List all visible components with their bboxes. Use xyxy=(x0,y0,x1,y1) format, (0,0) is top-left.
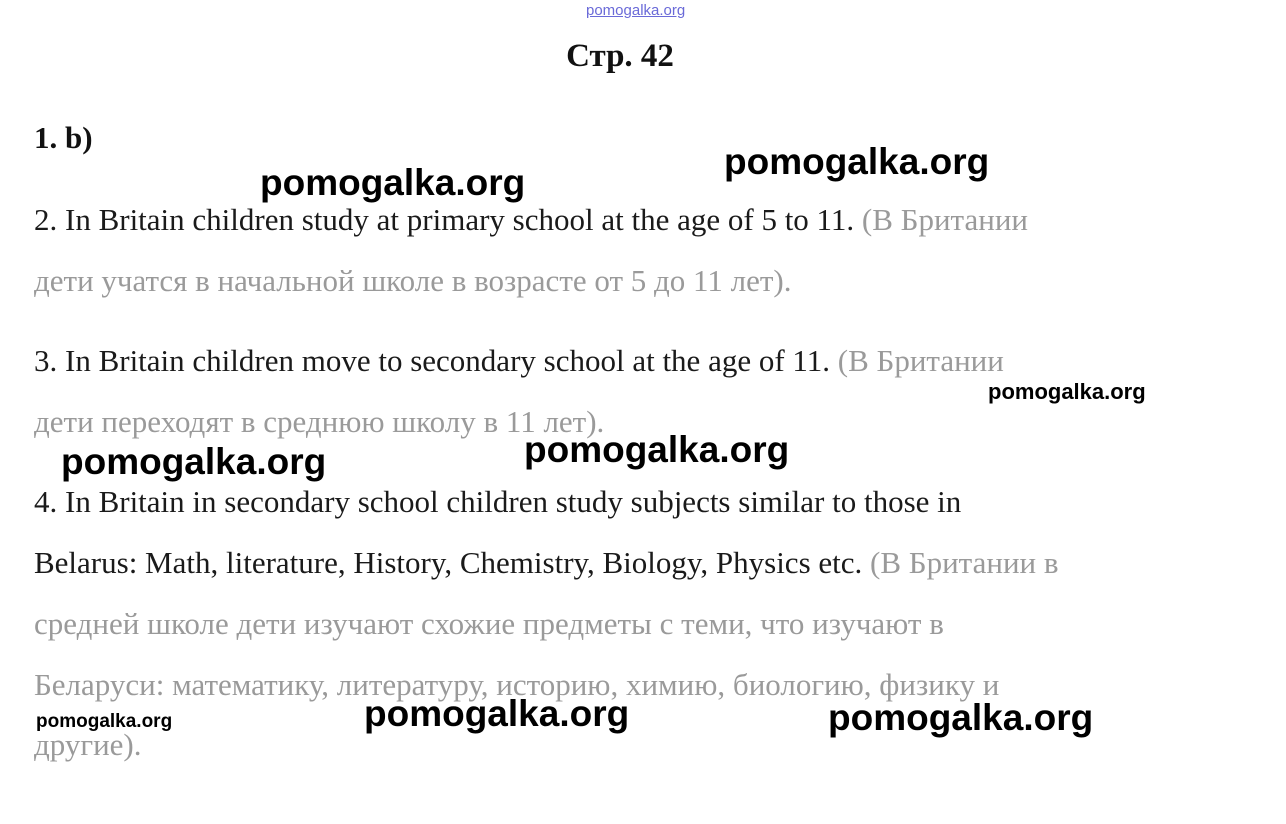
watermark-text: pomogalka.org xyxy=(61,441,327,482)
watermark-text: pomogalka.org xyxy=(260,162,526,203)
item4-line2-russian: (В Британии в xyxy=(870,545,1059,580)
watermark-text: pomogalka.org xyxy=(724,141,990,182)
watermark-text: pomogalka.org xyxy=(524,429,790,470)
item4-line2 xyxy=(34,543,1059,583)
watermark-text: pomogalka.org xyxy=(828,697,1094,738)
watermark-text: pomogalka.org xyxy=(36,711,173,732)
item2-line1 xyxy=(34,200,1028,240)
page-title: Стр. 42 xyxy=(566,38,674,74)
item2-line2-russian: дети учатся в начальной школе в возрасте от 5 до 11 лет). xyxy=(34,263,792,298)
exercise-heading: 1. b) xyxy=(34,120,93,155)
item3-line1 xyxy=(34,341,1004,381)
item4-line5-russian: другие). xyxy=(34,727,142,762)
item2-line1-russian: (В Британии xyxy=(861,202,1029,237)
site-link[interactable]: pomogalka.org xyxy=(586,2,686,19)
item4-line3-russian: средней школе дети изучают схожие предметы с теми, что изучают в xyxy=(34,606,944,641)
watermark-text: pomogalka.org xyxy=(988,379,1146,404)
item3-line1-english: 3. In Britain children move to secondary school at the age of 11. xyxy=(34,343,831,378)
item3-line1-russian: (В Британии xyxy=(837,343,1004,378)
watermark-text: pomogalka.org xyxy=(364,693,630,734)
item4-line4-russian: Беларуси: математику, литературу, историю, химию, биологию, физику и xyxy=(34,667,1000,702)
item2-line1-english: 2. In Britain children study at primary school at the age of 5 to 11. xyxy=(34,202,855,237)
item3-line2-russian: дети переходят в среднюю школу в 11 лет). xyxy=(34,404,605,439)
item4-line1-english: 4. In Britain in secondary school children study subjects similar to those in xyxy=(34,484,962,519)
item4-line2-english: Belarus: Math, literature, History, Chemistry, Biology, Physics etc. xyxy=(34,545,863,580)
